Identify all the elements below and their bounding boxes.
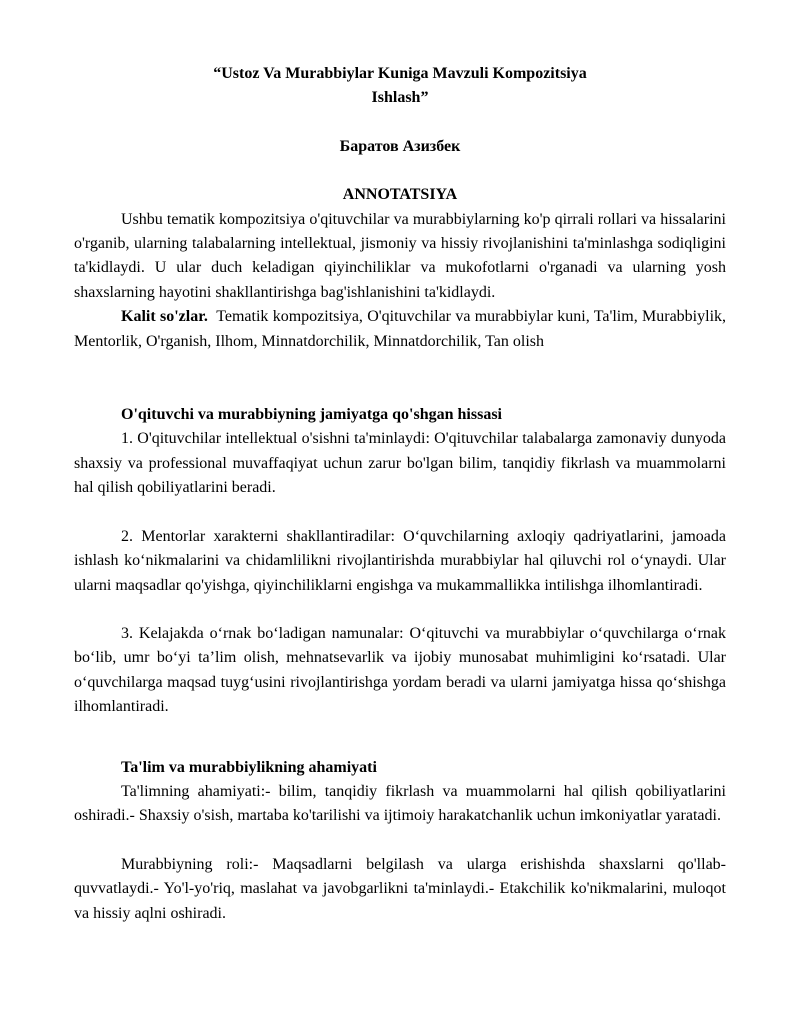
annotation-text: Ushbu tematik kompozitsiya o'qituvchilar va murabbiylarning ko'p qirrali rollari va hissalarini o'rganib, ularning talabalarning intellektual, jismoniy va hissiy rivojlanishini ta'minlashga sodiqligini ta'kidlaydi. U ular duch keladigan qiyinchiliklar va mukofotlarni o'rganadi va ularning yosh shaxslarning hayotini shakllantirishga bag'ishlanishini ta'kidlaydi.	[74, 210, 726, 301]
document-page	[74, 62, 726, 926]
spacer	[74, 829, 726, 853]
keywords-text: Tematik kompozitsiya, O'qituvchilar va murabbiylar kuni, Ta'lim, Murabbiylik, Mentorlik, O'rganish, Ilhom, Minnatdorchilik, Minnatdorchilik, Tan olish	[74, 308, 727, 350]
section2-paragraph-2: Murabbiyning roli:- Maqsadlarni belgilash va ularga erishishda shaxslarni qo'llab-quvvatlaydi.- Yo'l-yo'riq, maslahat va javobgarlikni ta'minlaydi.- Etakchilik ko'nikmalarini, muloqot va hissiy aqlni oshiradi.	[74, 855, 726, 922]
keywords-label: Kalit so'zlar.	[121, 308, 208, 326]
document-title-line1: “Ustoz Va Murabbiylar Kuniga Mavzuli Kompozitsiya	[213, 65, 587, 82]
spacer	[74, 598, 726, 622]
document-title-line2: Ishlash”	[371, 89, 429, 107]
spacer	[74, 354, 726, 403]
annotation-heading: ANNOTATSIYA	[342, 186, 458, 204]
author-name: Баратов Азизбек	[339, 137, 461, 155]
section2-paragraph-1: Ta'limning ahamiyati:- bilim, tanqidiy fikrlash va muammolarni hal qilish qobiliyatlarini oshiradi.- Shaxsiy o'sish, martaba ko'tarilishi va ijtimoiy harakatchanlik uchun imkoniyatlar yaratadi.	[74, 782, 726, 825]
spacer	[74, 501, 726, 525]
spacer	[74, 720, 726, 756]
section1-paragraph-2: 2. Mentorlar xarakterni shakllantiradilar: O‘quvchilarning axloqiy qadriyatlarini, jamoada ishlash ko‘nikmalarini va chidamlilikni rivojlantirishda murabbiylar hal qiluvchi rol o‘ynaydi. Ular ularni maqsadlar qo'yishga, qiyinchiliklarni engishga va mukammallikka intilishga ilhomlantiradi.	[74, 527, 726, 594]
section1-heading: O'qituvchi va murabbiyning jamiyatga qo'shgan hissasi	[121, 406, 502, 424]
section1-paragraph-3: 3. Kelajakda o‘rnak bo‘ladigan namunalar: O‘qituvchi va murabbiylar o‘quvchilarga o‘rnak bo‘lib, umr bo‘yi ta’lim olish, mehnatsevarlik va ijobiy munosabat muhimligini ko‘rsatadi. Ular o‘quvchilarga maqsad tuyg‘usini rivojlantirishga yordam beradi va ularni jamiyatga hissa qo‘shishga ilhomlantiradi.	[74, 624, 726, 716]
document-title	[74, 62, 726, 111]
keywords-paragraph	[74, 305, 726, 354]
section1-paragraph-1: 1. O'qituvchilar intellektual o'sishni ta'minlaydi: O'qituvchilar talabalarga zamonaviy dunyoda shaxsiy va professional muvaffaqiyat uchun zarur bo'lgan bilim, tanqidiy fikrlash va muammolarni hal qilish qobiliyatlarini beradi.	[74, 430, 726, 497]
section2-heading: Ta'lim va murabbiylikning ahamiyati	[121, 758, 377, 776]
